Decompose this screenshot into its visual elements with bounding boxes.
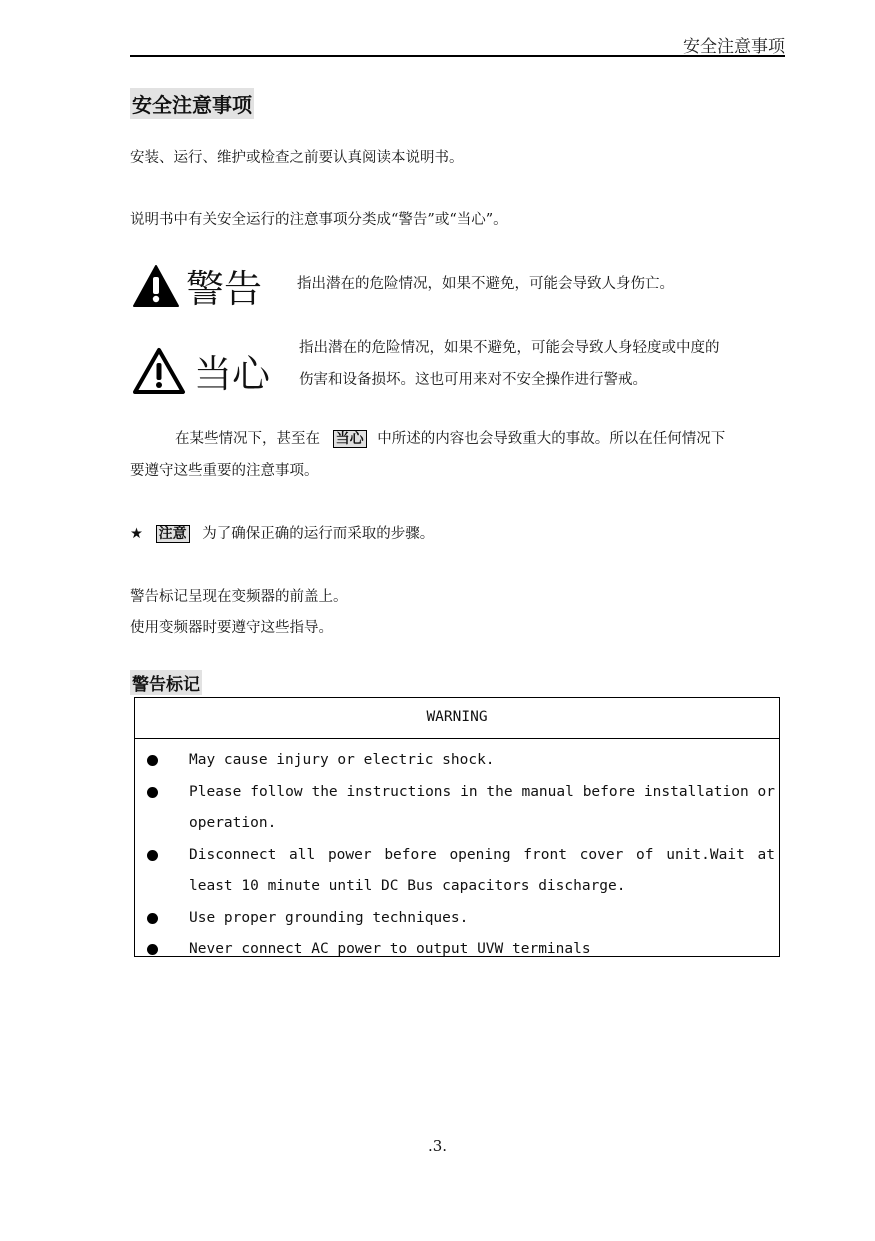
paragraph-4-line-1: 警告标记呈现在变频器的前盖上。 [130, 589, 348, 605]
warning-mark-title: 警告标记 [130, 670, 202, 695]
bullet-icon [147, 787, 158, 798]
caution-triangle-icon [132, 347, 186, 395]
warning-triangle-icon [132, 264, 180, 308]
warning-list [135, 739, 779, 966]
note-inline-box: 注意 [156, 525, 190, 543]
star-icon: ★ [130, 526, 143, 542]
intro-paragraph-2: 说明书中有关安全运行的注意事项分类成“警告”或“当心”。 [130, 212, 508, 228]
warning-block [132, 258, 262, 313]
intro-paragraph-1: 安装、运行、维护或检查之前要认真阅读本说明书。 [130, 150, 464, 166]
note-text: 为了确保正确的运行而采取的步骤。 [202, 526, 435, 542]
header-title: 安全注意事项 [683, 37, 785, 57]
paragraph-3-post: 中所述的内容也会导致重大的事故。所以在任何情况下 [377, 431, 726, 447]
warning-list-item: Use proper grounding techniques. [135, 903, 775, 935]
caution-description-line-2: 伤害和设备损坏。这也可用来对不安全操作进行警戒。 [299, 372, 647, 388]
bullet-icon [147, 850, 158, 861]
header-rule [130, 55, 785, 57]
warning-label-table [134, 697, 780, 957]
warning-table-header: WARNING [135, 698, 779, 739]
warning-description: 指出潜在的危险情况，如果不避免，可能会导致人身伤亡。 [297, 276, 674, 292]
paragraph-3-line-1 [175, 431, 725, 448]
warning-label: 警告 [186, 267, 263, 311]
paragraph-3-line-2: 要遵守这些重要的注意事项。 [130, 463, 319, 479]
warning-list-item: Please follow the instructions in the manual before installation or operation. [135, 777, 775, 840]
caution-description [299, 332, 720, 396]
page-number: .3. [427, 1137, 448, 1155]
caution-label: 当心 [194, 352, 271, 396]
warning-list-item: May cause injury or electric shock. [135, 745, 775, 777]
warning-list-item: Disconnect all power before opening front cover of unit.Wait at least 10 minute until DC Bus capacitors discharge. [135, 840, 775, 903]
bullet-icon [147, 944, 158, 955]
bullet-icon [147, 755, 158, 766]
note-line [130, 526, 434, 543]
paragraph-3-pre: 在某些情况下，甚至在 [175, 431, 320, 447]
caution-description-line-1: 指出潜在的危险情况，如果不避免，可能会导致人身轻度或中度的 [299, 340, 720, 356]
paragraph-4-line-2: 使用变频器时要遵守这些指导。 [130, 620, 333, 636]
caution-inline-box: 当心 [333, 430, 367, 448]
bullet-icon [147, 913, 158, 924]
warning-list-item: Never connect AC power to output UVW terminals [135, 934, 775, 966]
section-title: 安全注意事项 [130, 88, 254, 119]
caution-block [132, 343, 270, 398]
